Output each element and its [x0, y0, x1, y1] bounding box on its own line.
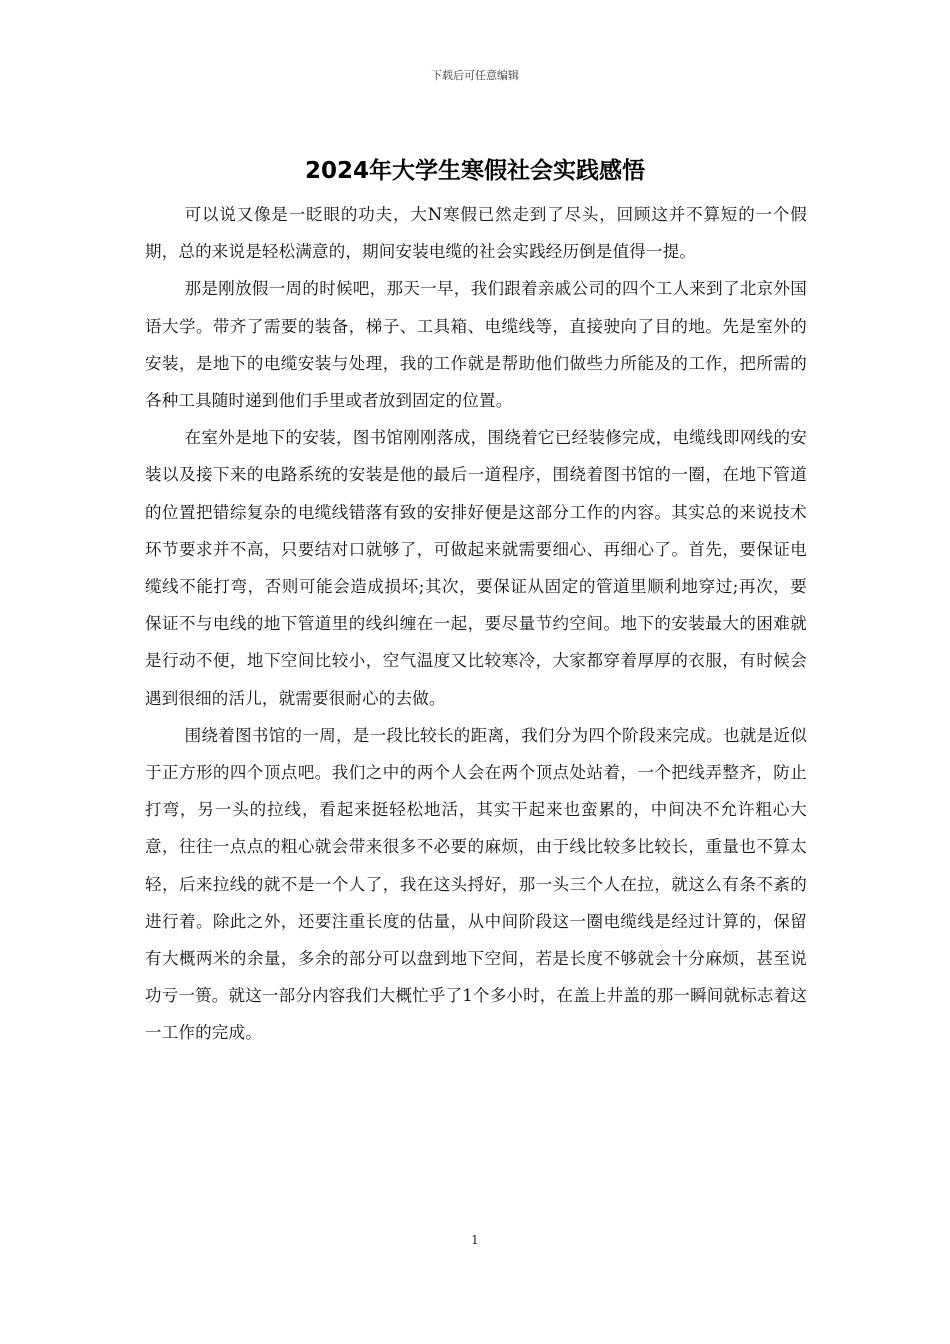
document-body [145, 196, 807, 1052]
document-title: 2024年大学生寒假社会实践感悟 [304, 158, 645, 184]
page-header: 下载后可任意编辑 [431, 69, 519, 82]
paragraph-2: 那是刚放假一周的时候吧，那天一早，我们跟着亲戚公司的四个工人来到了北京外国语大学。带齐了需要的装备，梯子、工具箱、电缆线等，直接驶向了目的地。先是室外的安装，是地下的电缆安装与处理，我的工作就是帮助他们做些力所能及的工作，把所需的各种工具随时递到他们手里或者放到固定的位置。 [145, 279, 807, 411]
page-number: 1 [471, 1233, 479, 1247]
paragraph-1: 可以说又像是一眨眼的功夫，大N寒假已然走到了尽头，回顾这并不算短的一个假期，总的来说是轻松满意的，期间安装电缆的社会实践经历倒是值得一提。 [145, 205, 807, 262]
paragraph-4: 围绕着图书馆的一周，是一段比较长的距离，我们分为四个阶段来完成。也就是近似于正方形的四个顶点吧。我们之中的两个人会在两个顶点处站着，一个把线弄整齐，防止打弯，另一头的拉线，看起来挺轻松地活，其实干起来也蛮累的，中间决不允许粗心大意，往往一点点的粗心就会带来很多不必要的麻烦，由于线比较多比较长，重量也不算太轻，后来拉线的就不是一个人了，我在这头捋好，那一头三个人在拉，就这么有条不紊的进行着。除此之外，还要注重长度的估量，从中间阶段这一圈电缆线是经过计算的，保留有大概两米的余量，多余的部分可以盘到地下空间，若是长度不够就会十分麻烦，甚至说功亏一篑。就这一部分内容我们大概忙乎了1个多小时，在盖上井盖的那一瞬间就标志着这一工作的完成。 [145, 725, 807, 1043]
paragraph-3: 在室外是地下的安装，图书馆刚刚落成，围绕着它已经装修完成，电缆线即网线的安装以及接下来的电路系统的安装是他的最后一道程序，围绕着图书馆的一圈，在地下管道的位置把错综复杂的电缆线错落有致的安排好便是这部分工作的内容。其实总的来说技术环节要求并不高，只要结对口就够了，可做起来就需要细心、再细心了。首先，要保证电缆线不能打弯，否则可能会造成损坏;其次，要保证从固定的管道里顺利地穿过;再次，要保证不与电线的地下管道里的线纠缠在一起，要尽量节约空间。地下的安装最大的困难就是行动不便，地下空间比较小，空气温度又比较寒冷，大家都穿着厚厚的衣服，有时候会遇到很细的活儿，就需要很耐心的去做。 [145, 428, 807, 708]
